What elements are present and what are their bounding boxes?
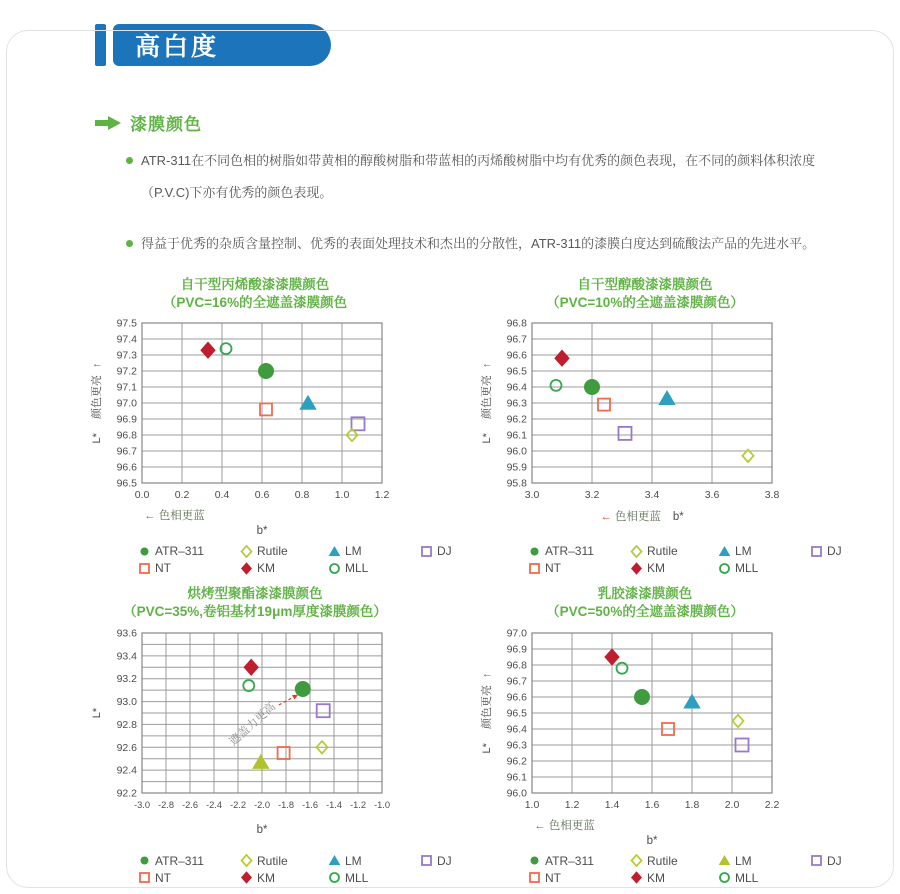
legend-item-ATR–311	[528, 854, 630, 868]
legend-label: ATR–311	[545, 544, 594, 559]
chart-subtitle: （PVC=10%的全遮盖漆膜颜色）	[546, 294, 744, 310]
legend-item-Rutile	[240, 854, 328, 868]
legend-label: NT	[155, 561, 171, 576]
svg-text:96.9: 96.9	[116, 413, 137, 426]
chart-card-alkyd	[472, 276, 842, 576]
svg-text:96.0: 96.0	[506, 787, 527, 800]
scatter-plot	[472, 313, 818, 544]
data-point-MLL	[243, 680, 254, 691]
svg-text:-1.6: -1.6	[301, 799, 319, 810]
legend-marker-icon	[718, 545, 731, 558]
scatter-plot	[82, 313, 428, 544]
bullet-line: ATR-311在不同色相的树脂如带黄相的醇酸树脂和带蓝相的丙烯酸树脂中均有优秀的颜色表现，在不同的颜料体积浓度	[141, 153, 816, 168]
svg-text:1.8: 1.8	[684, 798, 700, 811]
legend-item-LM	[718, 544, 810, 558]
svg-text:← 色相更蓝: ← 色相更蓝	[534, 819, 595, 832]
bullet-item	[126, 234, 886, 255]
svg-text:96.8: 96.8	[506, 317, 527, 330]
legend-label: Rutile	[647, 853, 678, 868]
svg-text:2.2: 2.2	[764, 798, 780, 811]
svg-text:93.0: 93.0	[116, 695, 137, 708]
svg-text:-2.6: -2.6	[181, 799, 199, 810]
svg-text:96.5: 96.5	[506, 365, 527, 378]
legend-marker-icon	[718, 854, 731, 867]
svg-text:96.8: 96.8	[116, 429, 137, 442]
svg-text:L*颜色更亮↑: L*颜色更亮↑	[91, 363, 103, 444]
bullet-text	[141, 234, 815, 255]
scatter-plot	[82, 623, 428, 854]
legend-marker-icon	[328, 562, 341, 575]
legend-marker-icon	[138, 562, 151, 575]
chart-card-acrylic	[82, 276, 452, 576]
legend-marker-icon	[810, 545, 823, 558]
legend-item-KM	[240, 561, 328, 575]
legend-marker-icon	[630, 871, 643, 884]
chart-title: 乳胶漆漆膜颜色	[597, 586, 693, 602]
annotation-text: 遮盖力更高	[227, 700, 279, 748]
data-point-ATR–311	[295, 681, 311, 697]
page-title: 高白度	[135, 33, 220, 61]
svg-text:3.2: 3.2	[584, 489, 600, 502]
legend-label: KM	[257, 561, 275, 576]
legend-label: LM	[735, 853, 752, 868]
chart-legend	[138, 853, 452, 885]
legend-marker-icon	[810, 854, 823, 867]
legend-label: NT	[155, 870, 171, 885]
legend-item-ATR–311	[138, 854, 240, 868]
chart-subtitle: （PVC=16%的全遮盖漆膜颜色	[162, 294, 348, 310]
svg-text:96.1: 96.1	[506, 429, 527, 442]
chart-subtitle: （PVC=35%,卷铝基材19μm厚度漆膜颜色）	[123, 604, 387, 620]
data-point-NT	[278, 747, 290, 759]
svg-text:-2.8: -2.8	[157, 799, 175, 810]
svg-text:93.4: 93.4	[116, 649, 137, 662]
svg-text:-1.4: -1.4	[325, 799, 343, 810]
chart-legend	[528, 853, 842, 885]
legend-label: KM	[647, 870, 665, 885]
svg-text:96.4: 96.4	[506, 723, 527, 736]
legend-item-ATR–311	[528, 544, 630, 558]
legend-item-Rutile	[630, 854, 718, 868]
legend-item-NT	[138, 871, 240, 885]
legend-item-LM	[328, 544, 420, 558]
svg-text:0.6: 0.6	[254, 489, 270, 502]
svg-text:92.4: 92.4	[116, 764, 137, 777]
bullet-item	[126, 151, 886, 204]
data-point-KM	[554, 350, 569, 367]
chart-subtitle: （PVC=50%的全遮盖漆膜颜色）	[546, 604, 744, 620]
legend-marker-icon	[718, 871, 731, 884]
scatter-plot-svg	[82, 623, 412, 849]
svg-text:92.6: 92.6	[116, 741, 137, 754]
legend-label: KM	[647, 561, 665, 576]
data-point-KM	[244, 658, 259, 675]
legend-label: LM	[345, 853, 362, 868]
legend-item-DJ	[420, 854, 470, 868]
legend-item-DJ	[810, 854, 860, 868]
chart-card-latex	[472, 585, 842, 885]
svg-text:0.2: 0.2	[174, 489, 190, 502]
legend-marker-icon	[420, 545, 433, 558]
legend-item-Rutile	[240, 544, 328, 558]
arrow-right-icon	[95, 116, 121, 130]
data-point-MLL	[551, 380, 562, 391]
data-point-Rutile	[733, 714, 744, 726]
legend-marker-icon	[328, 854, 341, 867]
legend-label: Rutile	[257, 853, 288, 868]
data-point-MLL	[617, 662, 628, 673]
svg-text:3.4: 3.4	[644, 489, 660, 502]
svg-text:96.9: 96.9	[506, 643, 527, 656]
svg-text:1.4: 1.4	[604, 798, 620, 811]
svg-text:-2.0: -2.0	[253, 799, 271, 810]
data-point-KM	[604, 648, 619, 665]
svg-text:96.5: 96.5	[116, 477, 137, 490]
page-header	[95, 24, 900, 66]
bullet-line: 得益于优秀的杂质含量控制、优秀的表面处理技术和杰出的分散性，ATR-311的漆膜白度达到硫酸法产品的先进水平。	[141, 235, 816, 251]
chart-legend	[528, 544, 842, 576]
svg-text:96.6: 96.6	[506, 691, 527, 704]
legend-item-KM	[630, 561, 718, 575]
bullet-dot-icon	[126, 240, 133, 247]
svg-text:b*: b*	[256, 525, 268, 538]
legend-label: KM	[257, 870, 275, 885]
legend-label: DJ	[827, 853, 842, 868]
svg-text:96.3: 96.3	[506, 397, 527, 410]
legend-label: ATR–311	[155, 544, 204, 559]
legend-item-KM	[630, 871, 718, 885]
legend-item-NT	[138, 561, 240, 575]
data-point-LM	[658, 390, 675, 405]
chart-title: 烘烤型聚酯漆漆膜颜色	[187, 586, 323, 602]
svg-text:95.9: 95.9	[506, 461, 527, 474]
svg-text:97.0: 97.0	[506, 627, 527, 640]
scatter-plot-svg	[472, 623, 802, 849]
data-point-LM	[683, 693, 700, 708]
legend-item-NT	[528, 561, 630, 575]
legend-label: MLL	[735, 870, 759, 885]
legend-item-MLL	[328, 561, 420, 575]
legend-marker-icon	[240, 854, 253, 867]
header-accent-bar	[95, 24, 106, 66]
svg-text:-2.2: -2.2	[229, 799, 247, 810]
legend-marker-icon	[528, 854, 541, 867]
svg-text:1.0: 1.0	[334, 489, 350, 502]
svg-text:1.0: 1.0	[524, 798, 540, 811]
legend-marker-icon	[240, 562, 253, 575]
legend-marker-icon	[528, 871, 541, 884]
scatter-plot-svg	[472, 313, 802, 539]
chart-title: 自干型丙烯酸漆漆膜颜色	[180, 277, 330, 293]
legend-marker-icon	[328, 871, 341, 884]
legend-item-ATR–311	[138, 544, 240, 558]
svg-text:0.4: 0.4	[214, 489, 230, 502]
svg-text:0.8: 0.8	[294, 489, 310, 502]
legend-marker-icon	[420, 854, 433, 867]
svg-text:93.2: 93.2	[116, 672, 137, 685]
legend-label: LM	[735, 544, 752, 559]
legend-label: Rutile	[647, 544, 678, 559]
svg-text:-3.0: -3.0	[133, 799, 151, 810]
svg-text:92.8: 92.8	[116, 718, 137, 731]
legend-label: NT	[545, 870, 561, 885]
legend-marker-icon	[138, 854, 151, 867]
legend-marker-icon	[328, 545, 341, 558]
svg-text:b*: b*	[256, 823, 268, 836]
legend-item-DJ	[420, 544, 470, 558]
data-point-ATR–311	[258, 363, 274, 379]
svg-text:96.7: 96.7	[506, 333, 527, 346]
svg-text:← 色相更蓝: ← 色相更蓝	[144, 510, 205, 523]
legend-marker-icon	[138, 871, 151, 884]
svg-text:97.0: 97.0	[116, 397, 137, 410]
legend-label: DJ	[437, 544, 452, 559]
legend-label: DJ	[827, 544, 842, 559]
legend-marker-icon	[718, 562, 731, 575]
svg-text:2.0: 2.0	[724, 798, 740, 811]
svg-text:b*: b*	[646, 834, 658, 847]
legend-marker-icon	[630, 545, 643, 558]
legend-label: ATR–311	[155, 853, 204, 868]
legend-item-NT	[528, 871, 630, 885]
data-point-DJ	[619, 427, 632, 440]
legend-label: DJ	[437, 853, 452, 868]
legend-marker-icon	[240, 871, 253, 884]
legend-marker-icon	[240, 545, 253, 558]
svg-text:L*颜色更亮↑: L*颜色更亮↑	[481, 363, 493, 444]
svg-text:3.6: 3.6	[704, 489, 720, 502]
svg-text:96.6: 96.6	[116, 461, 137, 474]
svg-text:96.7: 96.7	[116, 445, 137, 458]
svg-text:95.8: 95.8	[506, 477, 527, 490]
scatter-plot	[472, 623, 818, 854]
legend-marker-icon	[528, 545, 541, 558]
chart-card-polyester	[82, 585, 452, 885]
chart-title: 自干型醇酸漆漆膜颜色	[577, 277, 713, 293]
svg-text:97.2: 97.2	[116, 365, 137, 378]
svg-text:96.3: 96.3	[506, 739, 527, 752]
legend-marker-icon	[630, 854, 643, 867]
svg-text:96.2: 96.2	[506, 755, 527, 768]
title-banner	[113, 24, 331, 66]
legend-item-DJ	[810, 544, 860, 558]
charts-grid	[60, 276, 840, 884]
data-point-LM	[252, 753, 269, 768]
svg-text:97.5: 97.5	[116, 317, 137, 330]
legend-marker-icon	[528, 562, 541, 575]
data-point-ATR–311	[634, 689, 650, 705]
legend-marker-icon	[630, 562, 643, 575]
svg-text:96.8: 96.8	[506, 659, 527, 672]
legend-label: Rutile	[257, 544, 288, 559]
svg-text:92.2: 92.2	[116, 787, 137, 800]
data-point-DJ	[317, 704, 330, 717]
svg-text:-1.8: -1.8	[277, 799, 295, 810]
legend-label: ATR–311	[545, 853, 594, 868]
svg-text:3.8: 3.8	[764, 489, 780, 502]
svg-text:97.3: 97.3	[116, 349, 137, 362]
legend-item-MLL	[718, 561, 810, 575]
legend-label: MLL	[345, 561, 369, 576]
svg-text:← 色相更蓝b*: ← 色相更蓝 b*	[600, 511, 684, 524]
svg-text:-1.0: -1.0	[373, 799, 391, 810]
svg-text:96.5: 96.5	[506, 707, 527, 720]
data-point-ATR–311	[584, 379, 600, 395]
legend-item-Rutile	[630, 544, 718, 558]
chart-legend	[138, 544, 452, 576]
svg-text:3.0: 3.0	[524, 489, 540, 502]
legend-label: NT	[545, 561, 561, 576]
bullet-text	[141, 151, 815, 204]
bullet-dot-icon	[126, 157, 133, 164]
legend-item-LM	[328, 854, 420, 868]
svg-text:97.1: 97.1	[116, 381, 137, 394]
legend-label: LM	[345, 544, 362, 559]
svg-text:1.2: 1.2	[374, 489, 390, 502]
svg-text:0.0: 0.0	[134, 489, 150, 502]
svg-text:L*: L*	[91, 707, 103, 718]
data-point-NT	[598, 399, 610, 411]
legend-item-LM	[718, 854, 810, 868]
svg-text:1.2: 1.2	[564, 798, 580, 811]
data-point-KM	[200, 342, 215, 359]
svg-text:93.6: 93.6	[116, 627, 137, 640]
svg-text:-1.2: -1.2	[349, 799, 367, 810]
svg-text:97.4: 97.4	[116, 333, 137, 346]
legend-item-MLL	[718, 871, 810, 885]
legend-label: MLL	[735, 561, 759, 576]
svg-text:96.4: 96.4	[506, 381, 527, 394]
legend-label: MLL	[345, 870, 369, 885]
bullet-line: （P.V.C)下亦有优秀的颜色表现。	[141, 184, 333, 200]
svg-text:96.7: 96.7	[506, 675, 527, 688]
svg-text:96.2: 96.2	[506, 413, 527, 426]
svg-text:-2.4: -2.4	[205, 799, 223, 810]
svg-text:96.0: 96.0	[506, 445, 527, 458]
legend-marker-icon	[138, 545, 151, 558]
legend-item-KM	[240, 871, 328, 885]
section-title: 漆膜颜色	[130, 115, 202, 134]
svg-text:1.6: 1.6	[644, 798, 660, 811]
svg-text:L*颜色更亮↑: L*颜色更亮↑	[481, 672, 493, 754]
svg-text:96.6: 96.6	[506, 349, 527, 362]
legend-item-MLL	[328, 871, 420, 885]
svg-text:96.1: 96.1	[506, 771, 527, 784]
scatter-plot-svg	[82, 313, 412, 539]
section-heading	[95, 110, 900, 135]
